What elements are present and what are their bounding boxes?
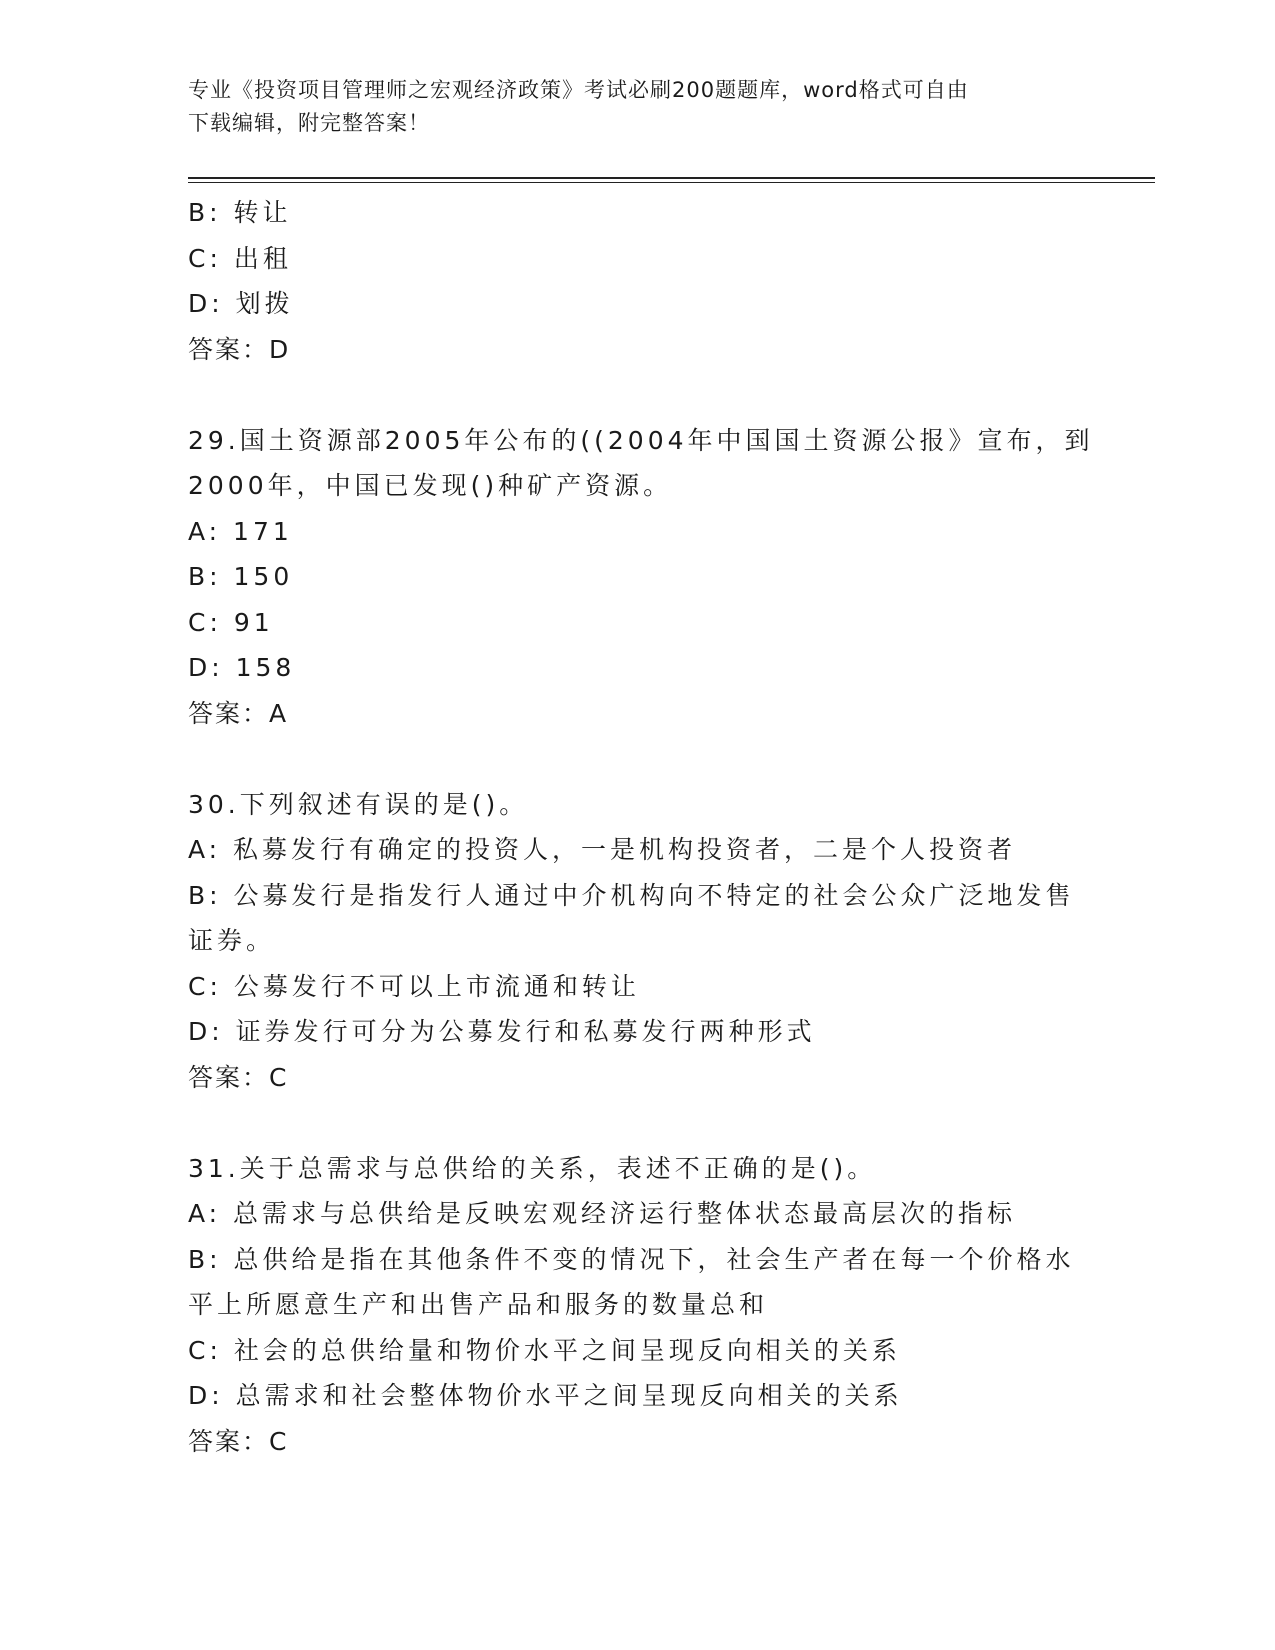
option-d: D: 划拨 [188,289,294,318]
option-b-cont: 证券。 [188,926,276,955]
question-stem: 29.国土资源部2005年公布的((2004年中国国土资源公报》宣布，到 [188,425,1094,455]
option-b: B: 150 [188,562,294,591]
question-stem: 31.关于总需求与总供给的关系，表述不正确的是()。 [188,1153,877,1183]
option-d: D: 158 [188,653,296,682]
answer: 答案：C [188,1062,289,1092]
spacer [188,372,1088,418]
option-d: D: 证券发行可分为公募发行和私募发行两种形式 [188,1017,816,1046]
question-31 [188,1146,1088,1465]
question-stem: 30.下列叙述有误的是()。 [188,789,529,819]
document-header [188,74,1088,140]
option-b-cont: 平上所愿意生产和出售产品和服务的数量总和 [188,1290,769,1319]
question-29 [188,418,1094,737]
question-stem-cont: 2000年，中国已发现()种矿产资源。 [188,471,673,500]
question-list [188,190,1094,1464]
answer: 答案：C [188,1426,289,1456]
answer: 答案：A [188,698,289,728]
option-c: C: 91 [188,607,274,637]
option-b: B: 总供给是指在其他条件不变的情况下，社会生产者在每一个价格水 [188,1244,1075,1274]
option-c: C: 社会的总供给量和物价水平之间呈现反向相关的关系 [188,1335,901,1365]
spacer [188,1100,1088,1146]
option-c: C: 公募发行不可以上市流通和转让 [188,971,640,1001]
option-c: C: 出租 [188,243,292,273]
header-rule-thick [188,177,1155,179]
answer: 答案：D [188,334,291,364]
option-b: B: 转让 [188,198,292,227]
header-rule-thin [188,182,1155,183]
header-line-2: 下载编辑，附完整答案！ [188,111,430,135]
option-b: B: 公募发行是指发行人通过中介机构向不特定的社会公众广泛地发售 [188,880,1075,910]
option-d: D: 总需求和社会整体物价水平之间呈现反向相关的关系 [188,1381,903,1410]
question-28-tail [188,190,1088,372]
option-a: A: 171 [188,516,293,546]
option-a: A: 私募发行有确定的投资人，一是机构投资者，二是个人投资者 [188,835,1017,864]
question-30 [188,782,1088,1101]
option-a: A: 总需求与总供给是反映宏观经济运行整体状态最高层次的指标 [188,1199,1017,1228]
header-line-1: 专业《投资项目管理师之宏观经济政策》考试必刷200题题库，word格式可自由 [188,78,969,102]
spacer [188,736,1088,782]
